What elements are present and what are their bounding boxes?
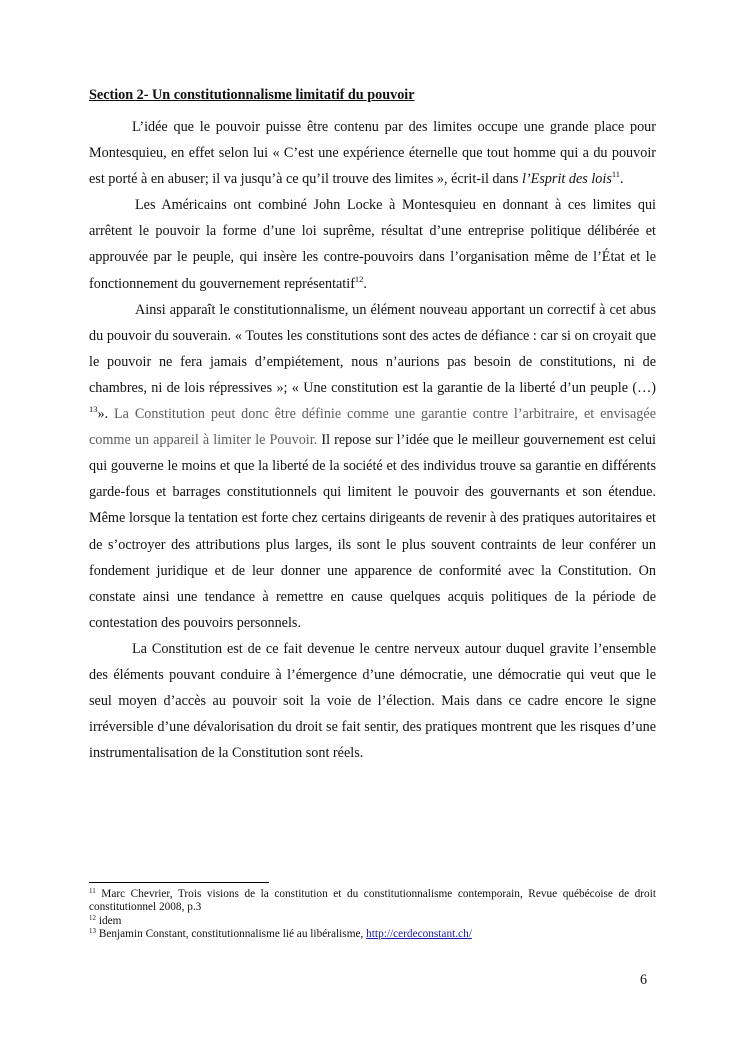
- quote-close: ».: [97, 406, 109, 423]
- page-number: 6: [640, 972, 648, 988]
- paragraph-text: Ainsi apparaît le constitutionnalisme, un élément nouveau apportant un correctif à cet abus du pouvoir du souverain. « Toutes les constitutions sont des actes de défiance : car si on croyait que le pouvoir ne fera jamais d’empiétement, nous n’aurions pas besoin de constitutions, ni de chambres, ni de lois répressives »; « Une constitution est la garantie de la liberté d’un peuple (…): [89, 301, 656, 396]
- document-body: [89, 85, 656, 766]
- footnotes: [89, 888, 656, 942]
- footnote-ref-13[interactable]: 13: [89, 404, 98, 415]
- footnote-11: [89, 888, 656, 915]
- paragraph-end: .: [620, 171, 624, 188]
- footnote-number: 11: [89, 887, 96, 895]
- footnote-ref-11[interactable]: 11: [611, 169, 621, 180]
- footnote-12: [89, 915, 656, 928]
- paragraph-end: .: [363, 275, 367, 292]
- paragraph-text: L’idée que le pouvoir puisse être contenu par des limites occupe une grande place pour Montesquieu, en effet selon lui « C’est une expérience éternelle que tout homme qui a du pouvoir est porté à en abuser; il va jusqu’à ce qu’il trouve des limites », écrit-il dans: [89, 119, 656, 188]
- paragraph-centre-nerveux: [89, 636, 656, 766]
- footnote-number: 12: [89, 913, 96, 922]
- paragraph-text: La Constitution est de ce fait devenue le centre nerveux autour duquel gravite l’ensemble des éléments pouvant conduire à l’émergence d’une démocratie, une démocratie qui veut que le seul moyen d’accès au pouvoir soit la voie de l’élection. Mais dans ce cadre encore le signe irréversible d’une dévalorisation du droit se fait sentir, des pratiques montrent que les risques d’une instrumentalisation de la Constitution sont réels.: [89, 640, 656, 762]
- paragraph-text: Les Américains ont combiné John Locke à Montesquieu en donnant à ces limites qui arrêtent le pouvoir la forme d’une loi suprême, résultat d’une entreprise politique délibérée et approuvée par le peuple, qui insère les contre-pouvoirs dans l’organisation même de l’État et le fonctionnement du gouvernement représentatif: [89, 197, 656, 292]
- footnote-link[interactable]: http://cerdeconstant.ch/: [366, 928, 472, 941]
- paragraph-constitutionnalisme: [89, 297, 656, 636]
- footnote-ref-12[interactable]: 12: [354, 273, 364, 284]
- footnote-text: Benjamin Constant, constitutionnalisme lié au libéralisme,: [96, 928, 367, 941]
- footnote-text: idem: [96, 914, 122, 927]
- footnote-number: 13: [89, 927, 96, 936]
- section-title: Section 2- Un constitutionnalisme limitatif du pouvoir: [89, 87, 415, 103]
- paragraph-text-continued: Il repose sur l’idée que le meilleur gouvernement est celui qui gouverne le moins et que la liberté de la société et des individus trouve sa garantie en différents garde-fous et barrages constitutionnels qui limitent le pouvoir des gouvernants et son étendue. Même lorsque la tentation est forte chez certains dirigeants de revenir à des pratiques autoritaires et de s’octroyer des attributions plus larges, ils sont le plus souvent contraints de leur conférer un fondement juridique et de leur donner une apparence de conformité avec la Constitution. On constate ainsi une tendance à remettre en cause quelques acquis politiques de la période de contestation des pouvoirs personnels.: [89, 432, 656, 631]
- footnote-13: [89, 928, 656, 941]
- highlighted-sentence: La Constitution peut donc être définie comme une garantie contre l’arbitraire, et envisagée comme un appareil à limiter le Pouvoir.: [89, 406, 656, 449]
- footnote-separator: [89, 882, 269, 883]
- book-title: l’Esprit des lois: [521, 171, 612, 188]
- paragraph-americains: [89, 192, 656, 296]
- paragraph-montesquieu: [89, 114, 656, 192]
- footnote-text: Marc Chevrier, Trois visions de la constitution et du constitutionnalisme contemporain, Revue québécoise de droit constitutionnel 2008, p.3: [89, 888, 656, 914]
